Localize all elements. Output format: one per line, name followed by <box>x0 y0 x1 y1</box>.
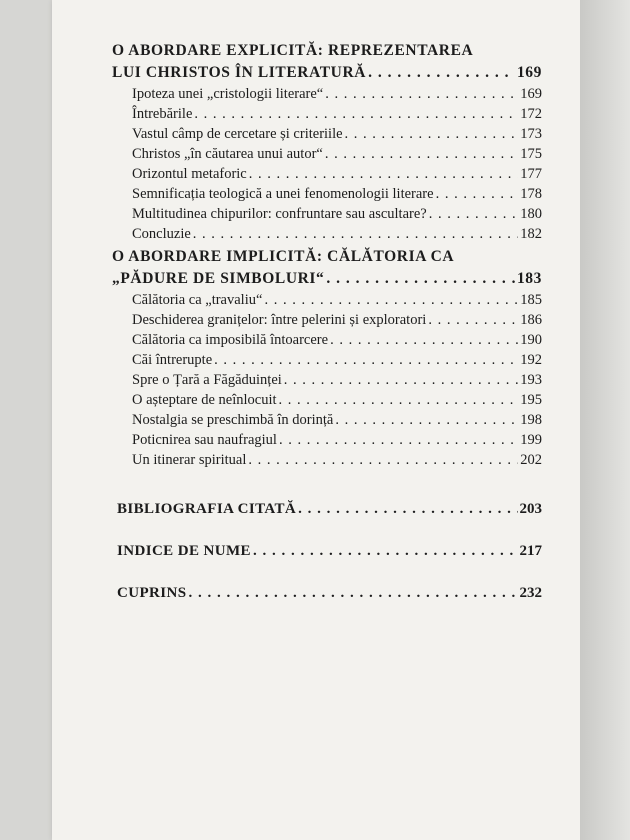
leader-dots <box>335 410 518 430</box>
chapter-title-line1: O ABORDARE IMPLICITĂ: CĂLĂTORIA CA <box>112 248 455 265</box>
page-number: 173 <box>520 126 542 142</box>
page-number: 195 <box>520 392 542 408</box>
page-number: 169 <box>516 64 542 81</box>
leader-dots <box>188 582 517 604</box>
page-number: 217 <box>519 543 542 559</box>
toc-entry <box>112 144 542 164</box>
toc-section <box>112 582 542 604</box>
chapter-title-line2: LUI CHRISTOS ÎN LITERATURĂ <box>112 64 367 81</box>
toc-entry-label: Vastul câmp de cercetare și criteriile <box>132 126 343 142</box>
toc-entry <box>112 350 542 370</box>
page-number: 175 <box>520 146 542 162</box>
leader-dots <box>194 104 518 124</box>
toc-entry <box>112 290 542 310</box>
leader-dots <box>368 62 515 84</box>
page-number: 185 <box>520 292 542 308</box>
toc-section-label: CUPRINS <box>117 585 187 601</box>
toc-entry-label: Christos „în căutarea unui autor“ <box>132 146 323 162</box>
page-number: 202 <box>520 452 542 468</box>
toc-entry <box>112 84 542 104</box>
toc-entry-label: Concluzie <box>132 226 191 242</box>
page-number: 190 <box>520 332 542 348</box>
page-number: 193 <box>520 372 542 388</box>
toc-entry-label: Întrebările <box>132 106 193 122</box>
toc-entry <box>112 450 542 470</box>
page-number: 183 <box>516 270 542 287</box>
leader-dots <box>214 350 518 370</box>
page-number: 169 <box>520 86 542 102</box>
leader-dots <box>330 330 518 350</box>
toc-entry-label: Ipoteza unei „cristologii literare“ <box>132 86 324 102</box>
page-number: 180 <box>520 206 542 222</box>
page-number: 178 <box>520 186 542 202</box>
toc-entry <box>112 390 542 410</box>
leader-dots <box>284 370 518 390</box>
toc-entry-label: Spre o Țară a Făgăduinței <box>132 372 282 388</box>
leader-dots <box>429 204 519 224</box>
toc-entry-label: Deschiderea granițelor: între pelerini și exploratori <box>132 312 427 328</box>
chapter-1 <box>112 40 542 244</box>
leader-dots <box>428 310 518 330</box>
leader-dots <box>325 84 518 104</box>
page-number: 192 <box>520 352 542 368</box>
leader-dots <box>264 290 518 310</box>
leader-dots <box>326 268 515 290</box>
toc-entry-label: Multitudinea chipurilor: confruntare sau ascultare? <box>132 206 427 222</box>
leader-dots <box>249 164 519 184</box>
toc-section <box>112 498 542 520</box>
toc-entry <box>112 330 542 350</box>
toc-entry <box>112 224 542 244</box>
page-number: 198 <box>520 412 542 428</box>
leader-dots <box>298 498 517 520</box>
toc-section-label: BIBLIOGRAFIA CITATĂ <box>117 501 297 517</box>
page-number: 199 <box>520 432 542 448</box>
toc-entry-label: Căi întrerupte <box>132 352 213 368</box>
chapter-2 <box>112 246 542 470</box>
toc-entry-label: O așteptare de neînlocuit <box>132 392 277 408</box>
toc-entry <box>112 310 542 330</box>
toc-entry-label: Semnificația teologică a unei fenomenologii literare <box>132 186 434 202</box>
leader-dots <box>345 124 519 144</box>
page-number: 232 <box>519 585 542 601</box>
leader-dots <box>279 430 518 450</box>
page-edge <box>580 0 630 840</box>
chapter-title-row <box>112 62 542 84</box>
toc-entry <box>112 184 542 204</box>
toc-section-label: INDICE DE NUME <box>117 543 251 559</box>
toc-entry-label: Orizontul metaforic <box>132 166 247 182</box>
chapter-title-line2: „PĂDURE DE SIMBOLURI“ <box>112 270 325 287</box>
toc-entry <box>112 104 542 124</box>
toc-section <box>112 540 542 562</box>
leader-dots <box>279 390 519 410</box>
page-number: 203 <box>519 501 542 517</box>
leader-dots <box>436 184 519 204</box>
page-number: 186 <box>520 312 542 328</box>
leader-dots <box>253 540 518 562</box>
leader-dots <box>193 224 518 244</box>
toc-entry-label: Nostalgia se preschimbă în dorință <box>132 412 334 428</box>
toc-entry <box>112 410 542 430</box>
toc-entry-label: Poticnirea sau naufragiul <box>132 432 277 448</box>
toc-entry <box>112 164 542 184</box>
leader-dots <box>248 450 518 470</box>
toc-entry-label: Călătoria ca „travaliu“ <box>132 292 263 308</box>
page-number: 182 <box>520 226 542 242</box>
page-number: 172 <box>520 106 542 122</box>
toc-entry <box>112 430 542 450</box>
toc-entry <box>112 370 542 390</box>
chapter-title-line1: O ABORDARE EXPLICITĂ: REPREZENTAREA <box>112 42 474 59</box>
chapter-title-row <box>112 268 542 290</box>
toc-entry <box>112 204 542 224</box>
table-of-contents <box>112 40 542 604</box>
toc-entry-label: Călătoria ca imposibilă întoarcere <box>132 332 329 348</box>
page-number: 177 <box>520 166 542 182</box>
toc-entry <box>112 124 542 144</box>
leader-dots <box>325 144 518 164</box>
toc-entry-label: Un itinerar spiritual <box>132 452 247 468</box>
